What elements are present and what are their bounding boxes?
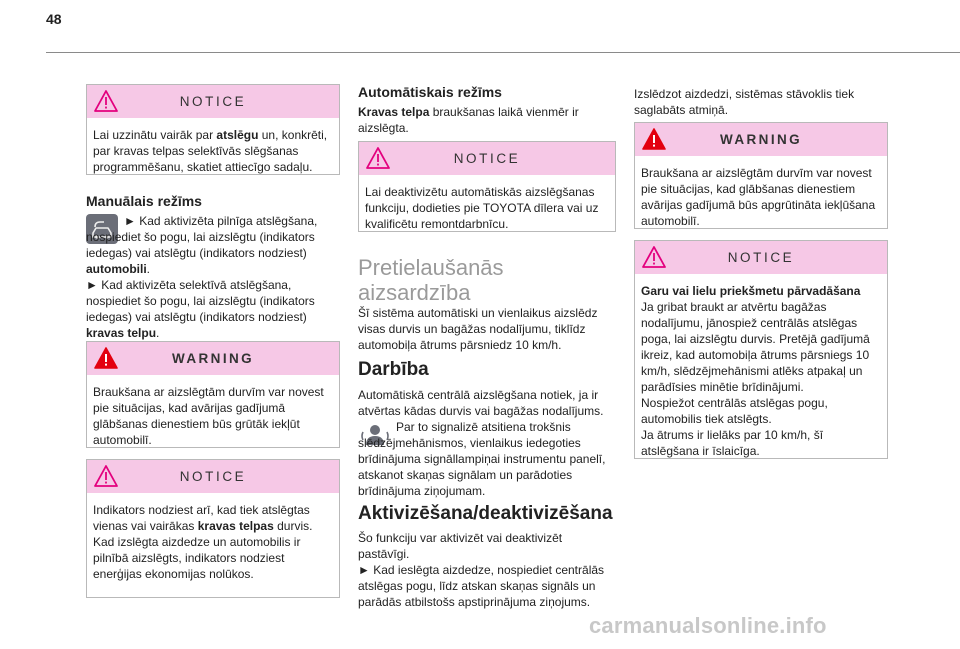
warning-box-2	[634, 122, 888, 229]
notice-bold-keyword: atslēgu	[216, 128, 259, 142]
paragraph-text: braukšanas laikā vienmēr ir aizslēgta.	[358, 105, 579, 135]
paragraph-text: .	[156, 326, 160, 340]
notice-text: durvis. Kad izslēgta aizdedze un automobilis ir pilnībā aizslēgts, indikators nodziest enerģijas ekonomijas nolūkos.	[93, 519, 313, 581]
notice-body	[87, 493, 339, 597]
section-title-anti-intrusion	[358, 255, 504, 305]
manual-mode-text-2	[86, 277, 344, 341]
activation-heading: Aktivizēšana/deaktivizēšana	[358, 503, 613, 524]
notice-text: Lai uzzinātu vairāk par	[93, 128, 217, 142]
operation-text-2: Par to signalizē atsitiena trokšnis slēdzējmehānismos, vienlaikus iedegoties brīdinājuma signāllampiņai instrumentu panelī, atskanot skaņas signālam un parādoties brīdinājuma ziņojumam.	[358, 420, 606, 498]
page-number: 48	[46, 11, 62, 27]
notice-title: NOTICE	[179, 468, 247, 484]
notice-text: Indikators nodziest arī, kad tiek atslēgtas vienas vai vairākas	[93, 503, 310, 533]
notice-bold-title: Garu vai lielu priekšmetu pārvadāšana	[641, 284, 861, 298]
paragraph-text: ► Kad aktivizēta pilnīga atslēgšana, nospiediet šo pogu, lai aizslēgtu (indikators iedegas) vai atslēgtu (indikators nodziest)	[86, 214, 318, 260]
section-title-line: Pretielaušanās	[358, 255, 504, 280]
section-title-line: aizsardzība	[358, 280, 471, 305]
warning-triangle-icon	[641, 127, 667, 151]
notice-header	[635, 241, 887, 274]
warning-box-1	[86, 341, 340, 448]
warning-triangle-icon	[93, 346, 119, 370]
warning-body: Braukšana ar aizslēgtām durvīm var novest pie situācijas, kad avārijas gadījumā glābšanas dienestiem būs grūtāk iekļūt automobilī.	[93, 385, 324, 447]
operation-heading: Darbība	[358, 359, 429, 380]
section-intro-text: Šī sistēma automātiski un vienlaikus aizslēdz visas durvis un bagāžas nodalījumu, tiklīdz automobiļa ātrums pārsniedz 10 km/h.	[358, 306, 598, 352]
automatic-mode-heading: Automātiskais režīms	[358, 84, 502, 100]
notice-bold-keyword: kravas telpas	[197, 519, 274, 533]
manual-mode-text	[86, 213, 344, 277]
notice-body	[87, 118, 339, 174]
notice-text: Ja gribat braukt ar atvērtu bagāžas nodalījumu, jānospiež centrālās atslēgas poga, lai aizslēgtu durvis. Pretējā gadījumā ikreiz, kad automobiļa ātrums pārsniegs 10 km/h, slēdzējmehānismi atlēks atpakaļ un parādīsies minētie brīdinājumi. Nospiežot centrālās atslēgas pogu, automobilis tiek atslēgts. Ja ātrums ir lielāks par 10 km/h, šī atslēgšana ir īslaicīga.	[641, 300, 870, 458]
bold-keyword: Kravas telpa	[358, 105, 430, 119]
notice-triangle-icon	[365, 146, 391, 170]
notice-body	[635, 274, 887, 458]
notice-body: Lai deaktivizētu automātiskās aizslēgšanas funkciju, dodieties pie TOYOTA dīlera vai uz kvalificētu remontdarbnīcu.	[365, 185, 599, 231]
paragraph-text: .	[146, 262, 151, 276]
memory-text: Izslēdzot aizdedzi, sistēmas stāvoklis tiek saglabāts atmiņā.	[634, 87, 855, 117]
bold-keyword: automobili	[86, 262, 147, 276]
manual-mode-heading: Manuālais režīms	[86, 193, 202, 209]
watermark: carmanualsonline.info	[589, 613, 827, 638]
warning-title: WARNING	[719, 131, 803, 147]
notice-triangle-icon	[93, 464, 119, 488]
notice-header	[359, 142, 615, 175]
bold-keyword: kravas telpu	[86, 326, 157, 340]
notice-box-key-info	[86, 84, 340, 175]
warning-body: Braukšana ar aizslēgtām durvīm var novest pie situācijas, kad glābšanas dienestiem avārijas gadījumā būs apgrūtināta iekļūšana automobilī.	[641, 166, 876, 228]
notice-title: NOTICE	[727, 249, 795, 265]
header-rule	[46, 52, 960, 53]
notice-title: NOTICE	[179, 93, 247, 109]
notice-header	[87, 85, 339, 118]
warning-title: WARNING	[171, 350, 255, 366]
paragraph-text: ► Kad aktivizēta selektīvā atslēgšana, nospiediet šo pogu, lai aizslēgtu (indikators iedegas) vai atslēgtu (indikators nodziest)	[86, 278, 315, 324]
notice-header	[87, 460, 339, 493]
notice-text: un, konkrēti, par kravas telpas selektīvās slēgšanas programmēšanu, skatiet attiecīgo sadaļu.	[93, 128, 328, 174]
notice-triangle-icon	[641, 245, 667, 269]
notice-box-deactivate	[358, 141, 616, 232]
notice-box-indicator	[86, 459, 340, 598]
automatic-mode-text	[358, 104, 598, 136]
operation-text: Automātiskā centrālā aizslēgšana notiek, ja ir atvērtas kādas durvis vai bagāžas nodalījums.	[358, 388, 604, 418]
notice-title: NOTICE	[453, 150, 521, 166]
notice-triangle-icon	[93, 89, 119, 113]
notice-box-long-objects	[634, 240, 888, 459]
warning-header	[635, 123, 887, 156]
warning-header	[87, 342, 339, 375]
activation-text: Šo funkciju var aktivizēt vai deaktivizēt pastāvīgi. ► Kad ieslēgta aizdedze, nospiediet centrālās atslēgas pogu, līdz atskan skaņas signāls un parādās atbilstošs apstiprinājuma ziņojums.	[358, 531, 605, 609]
